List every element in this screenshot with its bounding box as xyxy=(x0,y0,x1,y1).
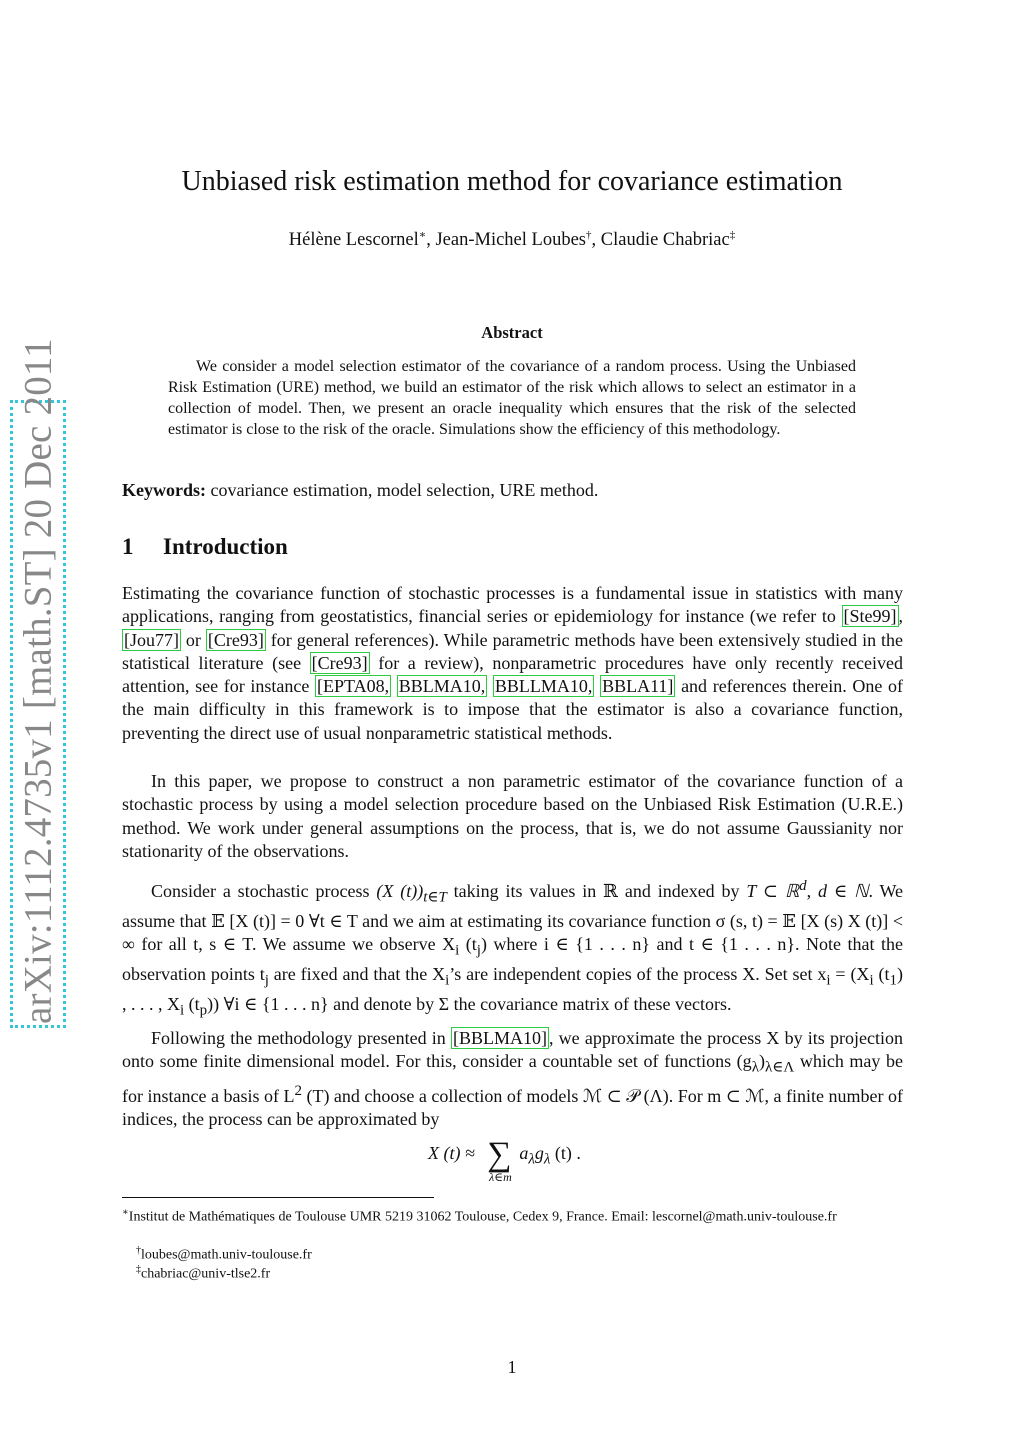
text-run: Consider a stochastic process xyxy=(151,881,377,901)
author-mark[interactable]: ‡ xyxy=(729,229,736,241)
text-run: , xyxy=(806,881,818,901)
math-sub: i xyxy=(826,972,831,989)
citation-link[interactable]: BBLLMA10, xyxy=(494,676,593,697)
math-sub: λ∈Λ xyxy=(764,1059,795,1076)
keywords xyxy=(122,480,598,501)
math-sub: i xyxy=(180,1002,185,1019)
footnote-text: Institut de Mathématiques de Toulouse UMR 5219 31062 Toulouse, Cedex 9, France. Email: lescornel@math.univ-toulouse.fr xyxy=(128,1209,837,1225)
text-run: , we approximate the process X by its projection onto some finite dimensional model. For this, consider a countable set of functions (g xyxy=(122,1028,903,1072)
footnote-divider xyxy=(122,1197,434,1198)
section-number: 1 xyxy=(122,534,134,559)
text-run: are fixed and that the X xyxy=(268,964,446,985)
footnote xyxy=(122,1260,903,1284)
math-sub: i xyxy=(869,972,874,989)
text-run: (t xyxy=(873,964,890,985)
abstract-text: We consider a model selection estimator of the covariance of a random process. Using the Unbiased Risk Estimation (URE) method, we build an estimator of the risk which allows to select an estimator in a collection of model. Then, we present an oracle inequality which ensures that the risk of the selected estimator is close to the risk of the oracle. Simulations show the efficiency of this methodology. xyxy=(168,358,856,438)
keywords-label: Keywords: xyxy=(122,480,206,500)
text-run: for general references). While parametric methods have been extensively studied in the statistical literature (see xyxy=(122,629,903,673)
text-run: and references therein. One of the main difficulty in this framework is to impose that the estimator is also a covariance function, preventing the direct use of usual nonparametric statistical methods. xyxy=(122,676,904,743)
math-run: d ∈ ℕ xyxy=(817,881,869,901)
math-sub: j xyxy=(476,942,481,959)
author-name: Jean-Michel Loubes xyxy=(435,230,586,251)
paper-title: Unbiased risk estimation method for covariance estimation xyxy=(181,166,843,197)
footnote-text: loubes@math.univ-toulouse.fr xyxy=(141,1247,312,1263)
text-run: (T) and choose a collection of models ℳ ⊂ 𝒫 (Λ). For m ⊂ ℳ, a finite number of indices, the process can be approximated by xyxy=(122,1086,903,1130)
citation-link[interactable]: [BBLMA10] xyxy=(452,1028,547,1048)
coef-a: a xyxy=(519,1143,529,1164)
intro-paragraph-4 xyxy=(122,1027,903,1132)
func-g-sub: λ xyxy=(543,1151,551,1168)
section-heading xyxy=(122,534,288,560)
footnote-mark: ‡ xyxy=(136,1264,141,1275)
text-run: )) ∀i ∈ {1 . . . n} and denote by Σ the covariance matrix of these vectors. xyxy=(207,993,732,1014)
intro-paragraph-3 xyxy=(122,875,903,1023)
page-number: 1 xyxy=(507,1357,517,1377)
text-run: (t xyxy=(459,934,477,955)
text-run: ) , . . . , X xyxy=(122,964,903,1014)
text-run: Estimating the covariance function of stochastic processes is a fundamental issue in statistics with many applications, ranging from geostatistics, financial series or epidemiology for instance (we refer to xyxy=(122,583,903,627)
citation-link[interactable]: BBLMA10, xyxy=(398,676,486,697)
citation-link[interactable]: [Cre93] xyxy=(311,652,368,673)
math-sub: i xyxy=(445,972,450,989)
text-run: ) xyxy=(758,1051,765,1072)
math-sup: 2 xyxy=(294,1083,302,1100)
text-run: or xyxy=(181,629,206,650)
text-run: . We assume that 𝔼 [X (t)] = 0 ∀t ∈ T and we aim at estimating its covariance function σ (s, t) = 𝔼 [X (s) X (t)] < ∞ for all t, s ∈ T. We assume we observe X xyxy=(122,881,904,955)
func-g: g xyxy=(534,1143,544,1164)
intro-paragraph-2: In this paper, we propose to construct a non parametric estimator of the covariance function of a stochastic process by using a model selection procedure based on the Unbiased Risk Estimation (U.R.E.) method. We work under general assumptions on the process, that is, we do not assume Gaussianity nor stationarity of the observations. xyxy=(122,771,903,861)
math-sub: p xyxy=(199,1002,208,1019)
citation-link[interactable]: [Cre93] xyxy=(207,629,264,650)
text-run: (t xyxy=(184,993,200,1014)
math-sub: j xyxy=(264,972,269,989)
text-run: for a review), nonparametric procedures have only recently received attention, see for instance xyxy=(122,652,904,697)
author-mark[interactable]: † xyxy=(586,229,592,241)
intro-paragraph-1 xyxy=(122,582,903,745)
section-title: Introduction xyxy=(163,534,288,559)
text-run: = (X xyxy=(830,964,870,985)
footnote-mark: † xyxy=(136,1245,141,1256)
citation-link[interactable]: [Ste99] xyxy=(843,606,897,627)
author-name: Claudie Chabriac xyxy=(600,230,730,251)
text-run: Following the methodology presented in xyxy=(151,1028,451,1048)
coef-a-sub: λ xyxy=(528,1151,535,1168)
keywords-text: covariance estimation, model selection, URE method. xyxy=(210,480,599,500)
summation xyxy=(479,1136,519,1184)
abstract-heading: Abstract xyxy=(481,323,543,342)
math-sub: t∈T xyxy=(423,889,447,906)
citation-link[interactable]: BBLA11] xyxy=(602,676,674,697)
author-name: Hélène Lescornel xyxy=(288,230,419,251)
equation-lhs: X (t) ≈ xyxy=(428,1143,475,1164)
math-run: T ⊂ ℝ xyxy=(746,881,800,901)
footnote-text: chabriac@univ-tlse2.fr xyxy=(141,1266,271,1282)
sum-symbol: ∑ xyxy=(487,1136,512,1173)
citation-link[interactable]: [EPTA08, xyxy=(317,676,390,697)
math-run: (X (t)) xyxy=(376,881,424,901)
footnote xyxy=(122,1203,903,1227)
author-list: Hélène Lescornel∗, Jean-Michel Loubes†, Claudie Chabriac‡ xyxy=(288,229,736,251)
math-sub: 1 xyxy=(889,972,897,989)
arxiv-stamp-text: arXiv:1112.4735v1 [math.ST] 20 Dec 2011 xyxy=(16,338,60,1024)
text-run: ’s are independent copies of the process X. Set set x xyxy=(449,964,827,985)
text-run: taking its values in ℝ and indexed by xyxy=(446,881,747,901)
equation-tail: (t) . xyxy=(550,1143,581,1164)
text-run xyxy=(391,676,397,696)
text-run: ) where i ∈ {1 . . . n} and t ∈ {1 . . . n}. Note that the observation points t xyxy=(122,934,903,985)
author-mark[interactable]: ∗ xyxy=(418,229,427,241)
sum-subscript: λ∈m xyxy=(489,1170,512,1184)
arxiv-stamp[interactable] xyxy=(10,338,66,1028)
text-run: , xyxy=(898,606,903,627)
citation-link[interactable]: [Jou77] xyxy=(124,629,179,650)
math-sub: λ xyxy=(751,1059,759,1076)
math-sub: i xyxy=(455,942,460,959)
footnote-mark: ∗ xyxy=(122,1207,129,1218)
display-equation xyxy=(428,1136,581,1184)
text-run: which may be for instance a basis of L xyxy=(122,1051,904,1107)
math-sup: d xyxy=(799,878,807,894)
